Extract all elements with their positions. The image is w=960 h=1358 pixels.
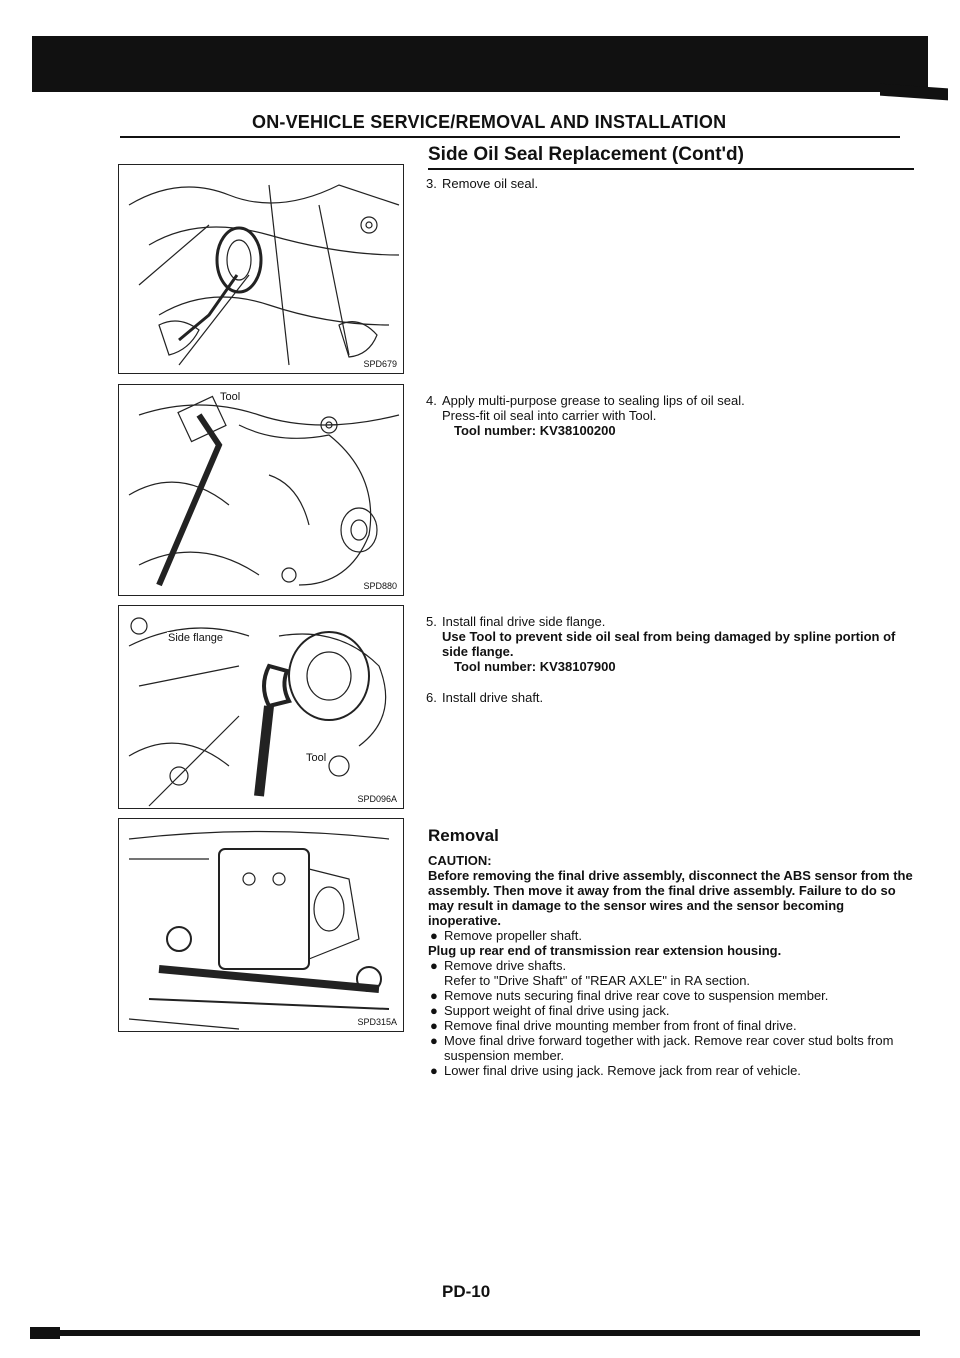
- section-title-rule: [120, 136, 900, 138]
- figure-illustration: [119, 819, 404, 1032]
- section-title: ON-VEHICLE SERVICE/REMOVAL AND INSTALLATION: [252, 112, 727, 132]
- figure-remove-oil-seal: [118, 164, 404, 374]
- figure-illustration: [119, 606, 404, 809]
- step-3: [426, 176, 916, 191]
- figure-final-drive-removal: [118, 818, 404, 1032]
- step-warning: Use Tool to prevent side oil seal from being damaged by spline portion of side flange.: [442, 629, 896, 659]
- figure-install-oil-seal: [118, 384, 404, 596]
- list-item: ● Lower final drive using jack. Remove jack from rear of vehicle.: [430, 1063, 801, 1078]
- step-number: 5.: [426, 614, 437, 629]
- caution-text: Before removing the final drive assembly, disconnect the ABS sensor from the assembly. Then move it away from the final drive assembly. Failure to do so may result in damage to the sensor wires and the sensor becoming inoperative.: [428, 868, 913, 928]
- step-text: Remove oil seal.: [442, 176, 539, 191]
- figure-illustration: [119, 385, 404, 596]
- step-6: [426, 690, 916, 705]
- tool-number: Tool number: KV38107900: [454, 659, 616, 674]
- plug-note: Plug up rear end of transmission rear extension housing.: [428, 943, 782, 958]
- step-text: Apply multi-purpose grease to sealing lips of oil seal.: [442, 393, 745, 408]
- header-band: [32, 36, 928, 92]
- step-text: Install drive shaft.: [442, 690, 544, 705]
- step-4: [426, 393, 916, 438]
- list-item: ● Remove propeller shaft.: [430, 928, 583, 943]
- step-number: 6.: [426, 690, 437, 705]
- step-5: [426, 614, 916, 674]
- removal-body: [428, 853, 914, 1078]
- figure-illustration: [119, 165, 404, 374]
- reference-note: Refer to "Drive Shaft" of "REAR AXLE" in RA section.: [444, 973, 751, 988]
- list-item: ● Remove final drive mounting member from front of final drive.: [430, 1018, 797, 1033]
- figure-tool-label: Tool: [220, 391, 241, 403]
- list-item: ● Remove nuts securing final drive rear cove to suspension member.: [430, 988, 829, 1003]
- footer-band: [40, 1330, 920, 1336]
- step-number: 4.: [426, 393, 437, 408]
- tool-number: Tool number: KV38100200: [454, 423, 616, 438]
- figure-install-side-flange: [118, 605, 404, 809]
- step-text: Press-fit oil seal into carrier with Tool.: [442, 408, 657, 423]
- figure-code: SPD880: [363, 581, 397, 591]
- subsection-title: Side Oil Seal Replacement (Cont'd): [428, 144, 744, 165]
- figure-tool-label: Tool: [306, 752, 327, 764]
- step-number: 3.: [426, 176, 437, 191]
- header-band-tail: [880, 84, 948, 101]
- removal-title: Removal: [428, 826, 499, 845]
- subsection-title-rule: [428, 168, 914, 170]
- figure-code: SPD315A: [357, 1017, 397, 1027]
- caution-label: CAUTION:: [428, 853, 492, 868]
- figure-code: SPD679: [363, 359, 397, 369]
- list-item: ● Remove drive shafts.: [430, 958, 567, 973]
- list-item: ● Move final drive forward together with jack. Remove rear cover stud bolts from suspension member.: [430, 1033, 894, 1063]
- figure-code: SPD096A: [357, 794, 397, 804]
- step-text: Install final drive side flange.: [442, 614, 606, 629]
- list-item: ● Support weight of final drive using jack.: [430, 1003, 670, 1018]
- page-number: PD-10: [442, 1282, 491, 1301]
- figure-side-flange-label: Side flange: [168, 632, 224, 644]
